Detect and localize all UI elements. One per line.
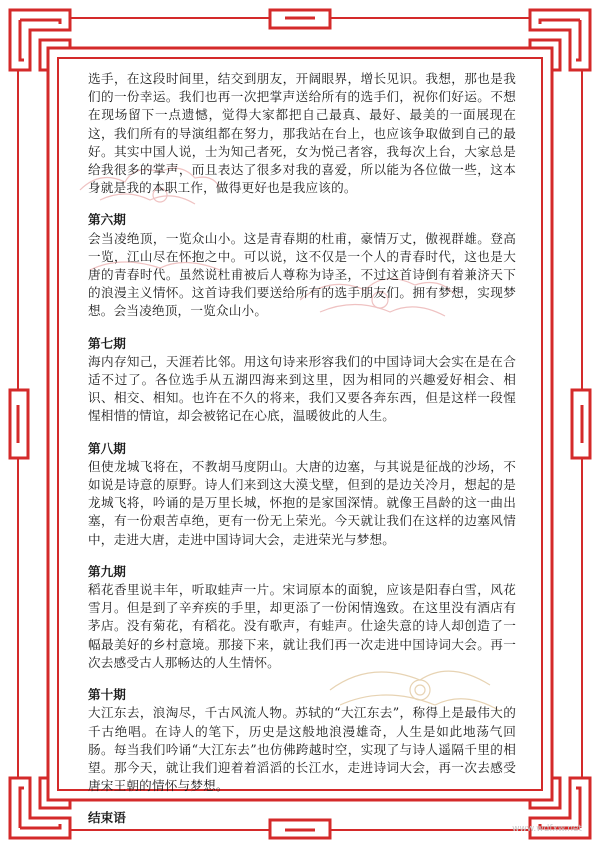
section-text: 稻花香里说丰年，听取蛙声一片。宋词原本的面貌，应该是阳春白雪，风花雪月。但是到了辛弃疾的手里，却更添了一份闲情逸致。在这里没有酒店有茅店。没有菊花，有稻花。没有歌声，有蛙声。仕途失意的诗人却创造了一幅最美好的乡村意境。那接下来，就让我们再一次走进中国诗词大会。再一次去感受古人那畅达的人生情怀。 — [88, 582, 516, 670]
section-8 — [88, 440, 516, 549]
section-text: 大江东去，浪淘尽，千古风流人物。苏轼的“大江东去”，称得上是最伟大的千古绝唱。在诗人的笔下，历史是这般地浪漫雄奇，人生是如此地荡气回肠。每当我们吟诵“大江东去”也仿佛跨越时空，实现了与诗人遥隔千里的相望。那今天，就让我们迎着着滔滔的长江水，走进诗词大会，再一次去感受唐宋王朝的情怀与梦想。 — [88, 705, 516, 794]
watermark: www.wdfxw.net — [512, 824, 582, 834]
section-title: 第七期 — [88, 335, 126, 351]
section-10 — [88, 686, 516, 795]
document-body — [88, 70, 516, 828]
section-text: 会当凌绝顶，一览众山小。这是青春期的杜甫，豪情万丈，傲视群雄。登高一览，江山尽在怀抱之中。可以说，这不仅是一个人的青春时代，这也是大唐的青春时代。虽然说杜甫被后人尊称为诗圣，不过这首诗倒有着兼济天下的浪漫主义情怀。这首诗我们要送给所有的选手朋友们。拥有梦想，实现梦想。会当凌绝顶，一览众山小。 — [88, 230, 516, 319]
section-text: 但使龙城飞将在，不教胡马度阴山。大唐的边塞，与其说是征战的沙场，不如说是诗意的原野。诗人们来到这大漠戈壁，但到的是边关冷月，想起的是龙城飞将，吟诵的是万里长城，怀抱的是家国深情。就像王昌龄的这一曲出塞，有一份艰苦卓绝，更有一份无上荣光。今天就让我们在这样的边塞风情中，走进大唐，走进中国诗词大会，走进荣光与梦想。 — [88, 458, 516, 547]
section-title: 第八期 — [88, 440, 126, 456]
intro-paragraph: 选手，在这段时间里，结交到朋友，开阔眼界，增长见识。我想，那也是我们的一份幸运。我们也再一次把掌声送给所有的选手们，祝你们好运。不想在现场留下一点遗憾，觉得大家都把自己最真、最好、最美的一面展现在这，我们所有的导演组都在努力，那我站在台上，也应该争取做到自己的最好。其实中国人说，士为知己者死，女为悦己者容，我每次上台，大家总是给我很多的掌声，而且表达了很多对我的喜爱，所以能为各位做一些，这本身就是我的本职工作，做得更好也是我应该的。 — [88, 71, 516, 196]
section-text: 海内存知己，天涯若比邻。用这句诗来形容我们的中国诗词大会实在是在合适不过了。各位选手从五湖四海来到这里，因为相同的兴趣爱好相会、相识、相交、相知。也许在不久的将来，我们又要各奔东西，但是这样一段惺惺相惜的情谊，却会被铭记在心底，温暖彼此的人生。 — [88, 353, 516, 424]
section-7 — [88, 335, 516, 426]
section-title: 第九期 — [88, 563, 126, 579]
section-title: 第十期 — [88, 687, 126, 703]
section-6 — [88, 211, 516, 320]
ending-section — [88, 809, 516, 827]
ending-title: 结束语 — [88, 810, 126, 826]
section-9 — [88, 563, 516, 672]
section-title: 第六期 — [88, 212, 126, 228]
